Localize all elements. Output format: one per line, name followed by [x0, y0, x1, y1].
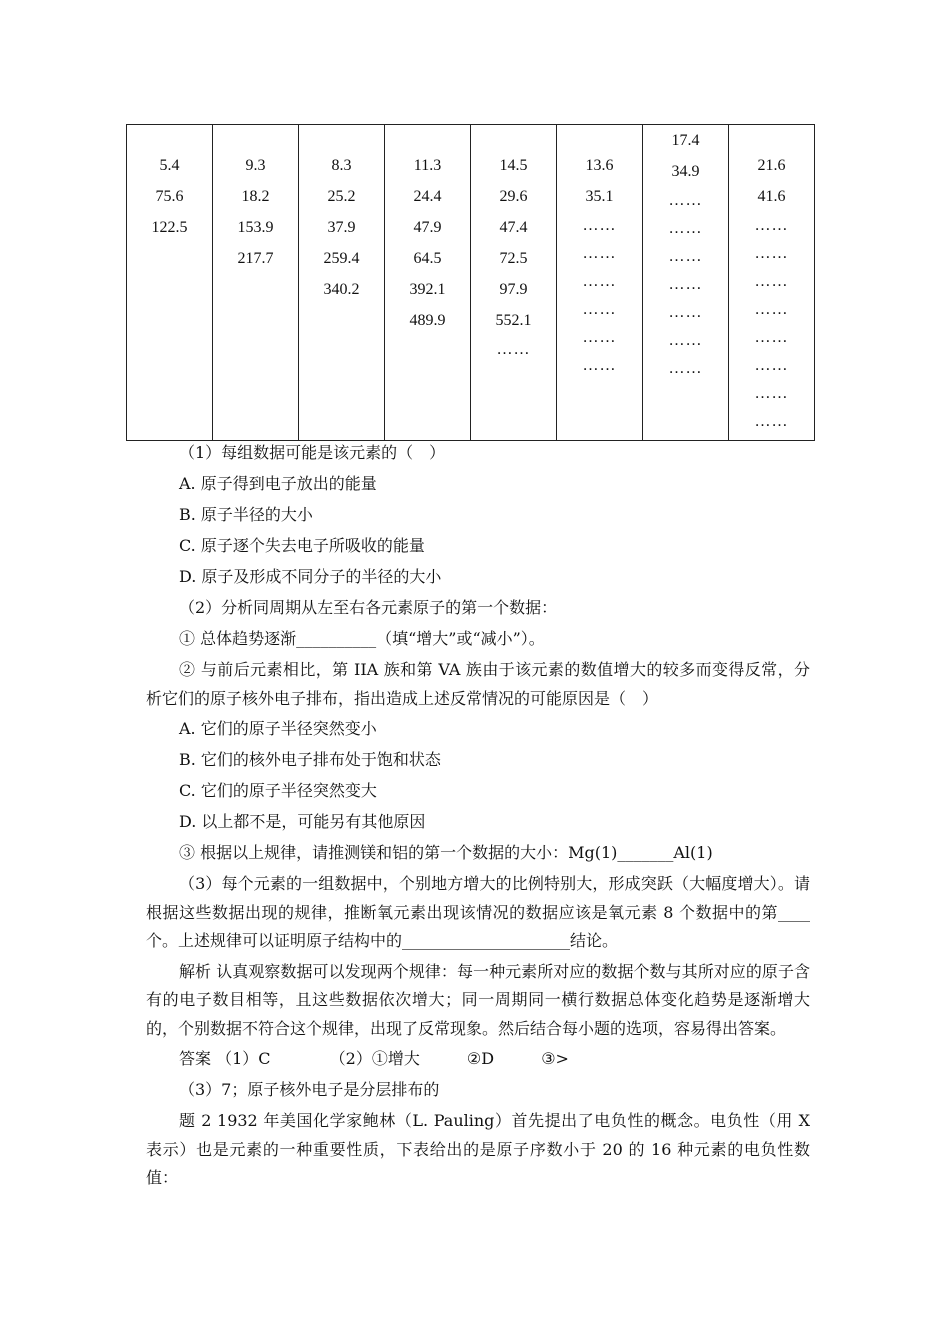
answer-2b: ②D	[466, 1049, 495, 1068]
next-question-text: 题 2 1932 年美国化学家鲍林（L. Pauling）首先提出了电负性的概念。电负性（用 X 表示）也是元素的一种重要性质，下表给出的是原子序数小于 20 的 16 种元素的电负性数值：	[146, 1111, 810, 1187]
table-cell: 97.9	[499, 281, 528, 298]
table-cell: ……	[754, 301, 789, 318]
table-cell: 72.5	[499, 250, 528, 267]
table-cell: 14.5	[499, 157, 528, 174]
q2-option-b: B. 它们的核外电子排布处于饱和状态	[179, 750, 441, 769]
table-cell: 552.1	[495, 312, 532, 329]
table-cell: 47.9	[413, 219, 442, 236]
table-cell: 34.9	[671, 163, 700, 180]
table-cell: 64.5	[413, 250, 442, 267]
table-column-2	[213, 125, 299, 441]
table-cell: 392.1	[409, 281, 446, 298]
table-cell: ……	[582, 329, 617, 346]
table-cell: 489.9	[409, 312, 446, 329]
table-cell: 8.3	[331, 157, 352, 174]
table-cell: ……	[754, 413, 789, 430]
ionization-energy-table	[126, 124, 815, 441]
table-cell: 24.4	[413, 188, 442, 205]
table-cell: 11.3	[413, 157, 442, 174]
table-cell: ……	[668, 332, 703, 349]
answer-2a: （2）①增大	[329, 1049, 420, 1068]
table-column-3	[299, 125, 385, 441]
table-cell: ……	[754, 245, 789, 262]
table-cell: 37.9	[327, 219, 356, 236]
answer-2c: ③>	[541, 1049, 569, 1068]
table-cell: 75.6	[155, 188, 184, 205]
question-text	[146, 437, 810, 1193]
table-cell: 217.7	[237, 250, 274, 267]
table-cell: 18.2	[241, 188, 270, 205]
table-cell: 340.2	[323, 281, 360, 298]
table-cell: ……	[496, 341, 531, 358]
table-column-4	[385, 125, 471, 441]
table-cell: ……	[668, 276, 703, 293]
q2-option-c: C. 它们的原子半径突然变大	[179, 781, 377, 800]
answer-label: 答案	[179, 1049, 212, 1068]
q3-text: （3）每个元素的一组数据中，个别地方增大的比例特别大，形成突跃（大幅度增大）。请根据这些数据出现的规律，推断氧元素出现该情况的数据应该是氧元素 8 个数据中的第____个。上述规律可以证明原子结构中的_____________________结论。	[146, 874, 810, 950]
answer-1: （1）C	[216, 1049, 271, 1068]
table-cell: 259.4	[323, 250, 360, 267]
table-cell: ……	[754, 217, 789, 234]
table-column-6	[557, 125, 643, 441]
table-cell: ……	[582, 301, 617, 318]
table-cell: 122.5	[151, 219, 188, 236]
table-cell: ……	[754, 385, 789, 402]
table-cell: 41.6	[757, 188, 786, 205]
q1-option-b: B. 原子半径的大小	[179, 505, 313, 524]
q2-option-a: A. 它们的原子半径突然变小	[179, 719, 377, 738]
table-column-5	[471, 125, 557, 441]
answer-line	[146, 1043, 810, 1074]
q1-option-a: A. 原子得到电子放出的能量	[179, 474, 377, 493]
q2-part2: ② 与前后元素相比，第 IIA 族和第 VA 族由于该元素的数值增大的较多而变得反常，分析它们的原子核外电子排布，指出造成上述反常情况的可能原因是（ ）	[146, 660, 810, 708]
table-cell: ……	[582, 245, 617, 262]
q2-option-d: D. 以上都不是，可能另有其他原因	[179, 812, 426, 831]
analysis-text: 解析 认真观察数据可以发现两个规律：每一种元素所对应的数据个数与其所对应的原子含有的电子数目相等，且这些数据依次增大；同一周期同一横行数据总体变化趋势是逐渐增大的，个别数据不符合这个规律，出现了反常现象。然后结合每小题的选项，容易得出答案。	[146, 961, 810, 1038]
table-cell: ……	[582, 217, 617, 234]
q2-part1: ① 总体趋势逐渐__________（填“增大”或“减小”）。	[179, 629, 545, 648]
table-cell: 35.1	[585, 188, 614, 205]
table-cell: 153.9	[237, 219, 274, 236]
q2-stem: （2）分析同周期从左至右各元素原子的第一个数据：	[179, 598, 558, 617]
table-cell: ……	[754, 329, 789, 346]
table-cell: ……	[668, 304, 703, 321]
table-cell: 47.4	[499, 219, 528, 236]
table-column-7	[643, 125, 729, 441]
table-column-1	[127, 125, 213, 441]
q1-stem: （1）每组数据可能是该元素的（ ）	[179, 443, 446, 462]
table-cell: 29.6	[499, 188, 528, 205]
table-row	[127, 125, 815, 441]
table-cell: ……	[668, 360, 703, 377]
table-cell: 25.2	[327, 188, 356, 205]
table-column-8	[729, 125, 815, 441]
table-cell: ……	[754, 357, 789, 374]
q1-option-d: D. 原子及形成不同分子的半径的大小	[179, 567, 442, 586]
table-cell: ……	[754, 273, 789, 290]
table-cell: ……	[668, 220, 703, 237]
table-cell: 5.4	[159, 157, 180, 174]
q1-option-c: C. 原子逐个失去电子所吸收的能量	[179, 536, 425, 555]
table-cell: ……	[668, 192, 703, 209]
table-cell: 21.6	[757, 157, 786, 174]
answer-3: （3）7；原子核外电子是分层排布的	[179, 1080, 440, 1099]
table-cell: 17.4	[671, 132, 700, 149]
table-cell: ……	[668, 248, 703, 265]
table-cell: ……	[582, 273, 617, 290]
table-cell: 9.3	[245, 157, 266, 174]
table-cell: 13.6	[585, 157, 614, 174]
table-cell: ……	[582, 357, 617, 374]
q2-part3: ③ 根据以上规律，请推测镁和铝的第一个数据的大小：Mg(1)_______Al(1)	[179, 843, 713, 862]
